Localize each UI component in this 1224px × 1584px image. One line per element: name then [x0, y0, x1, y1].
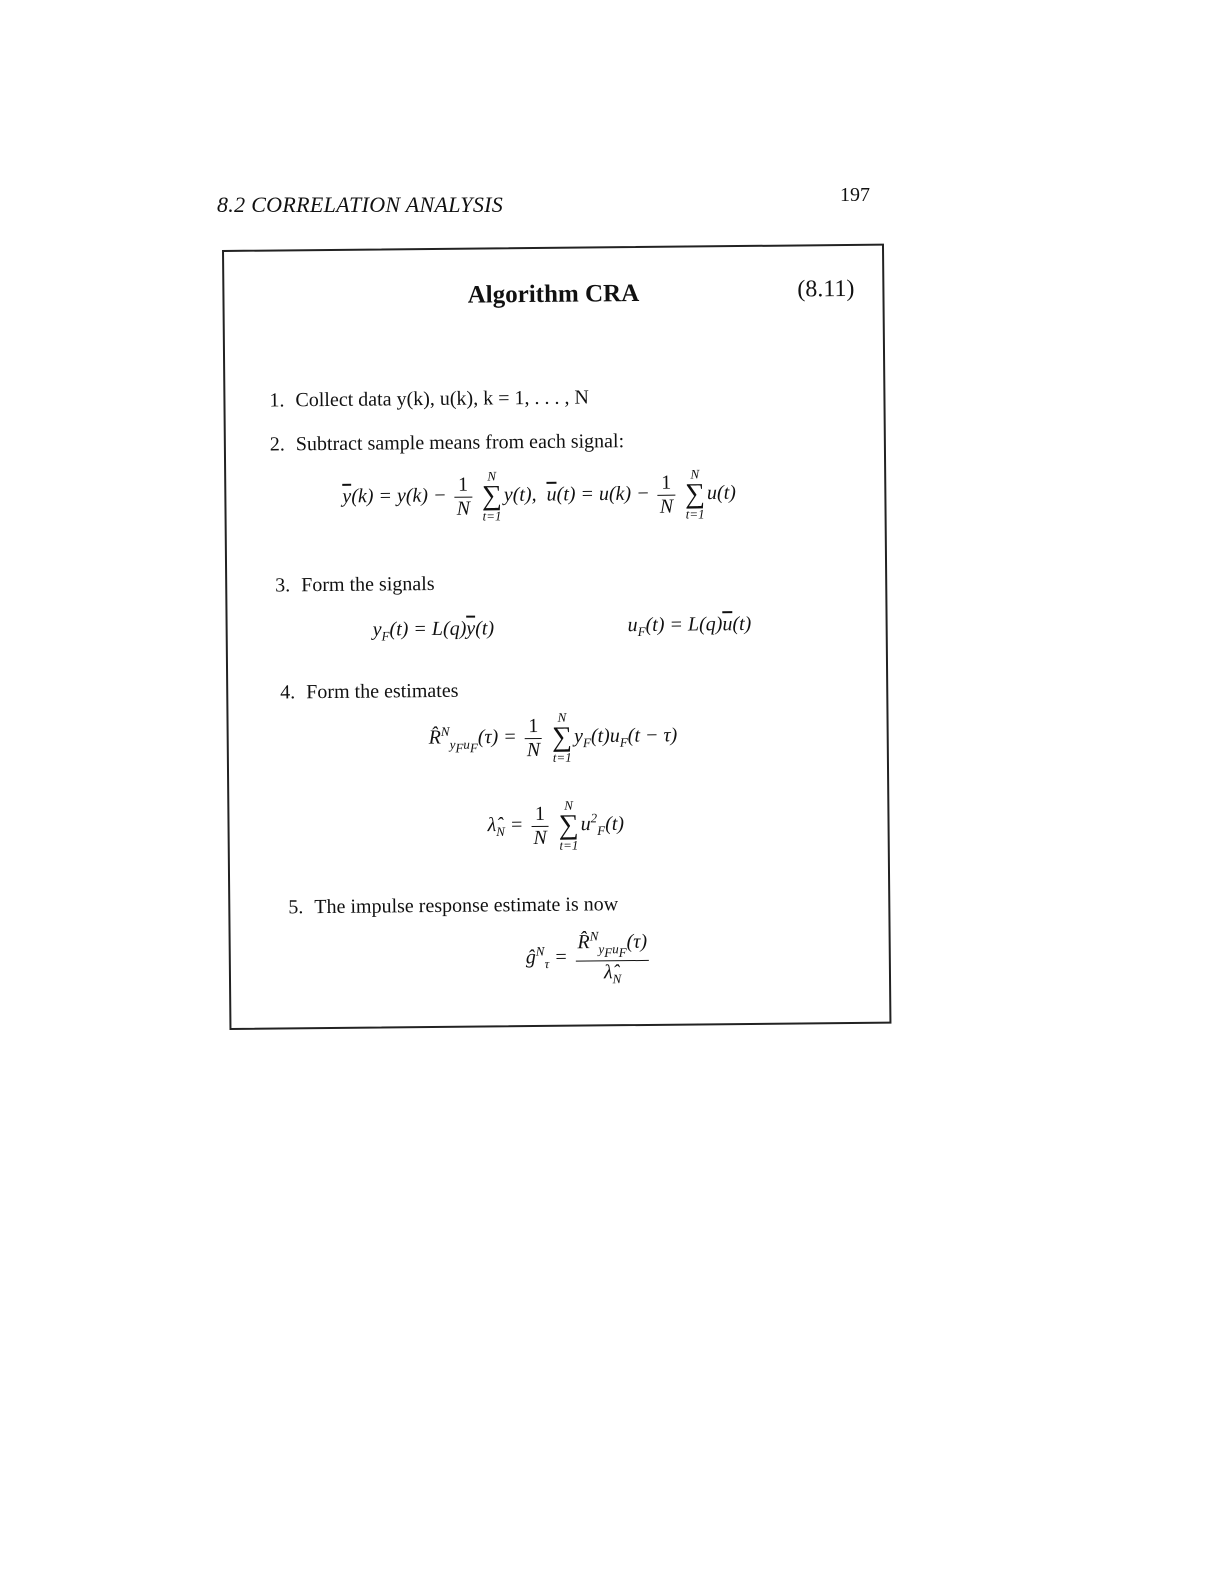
step-number: 1. — [269, 389, 285, 412]
algorithm-title: Algorithm CRA — [467, 279, 640, 309]
step-text: The impulse response estimate is now — [314, 893, 619, 919]
step-text: Form the estimates — [306, 679, 459, 704]
page-number: 197 — [840, 184, 870, 206]
step-4 — [280, 680, 458, 705]
step-number: 2. — [269, 433, 285, 456]
step-number: 5. — [288, 896, 304, 919]
step-number: 4. — [280, 681, 296, 704]
step-text: Form the signals — [301, 572, 435, 597]
cross-covariance-formula: R̂$^N_{y_Fu_F}$(τ) = $\frac{1}{N}$ N ∑ t=1 $y_F(t)u_F(t - \tau)$ — [428, 709, 678, 765]
step-1 — [269, 386, 589, 412]
filtered-u-formula: $u_F(t) = L(q)\overline{u}(t)$ — [627, 612, 752, 640]
step-3 — [275, 573, 435, 598]
step-number: 3. — [275, 574, 291, 597]
filtered-y-formula: $y_F(t) = L(q)\overline{y}(t)$ — [372, 617, 495, 644]
step-2 — [270, 430, 624, 456]
section-header: 8.2 CORRELATION ANALYSIS — [217, 192, 504, 217]
step-text: Subtract sample means from each signal: — [295, 430, 625, 456]
step-5 — [288, 893, 618, 919]
algorithm-box — [222, 244, 891, 1030]
equation-number: (8.11) — [797, 275, 855, 303]
mean-subtraction-formula: $\overline{y}(k) = y(k)$ − $\frac{1}{N}$ N ∑ t=1 y(t), $\overline{u}(t) = u(k)$ − $\frac{1}{N}$ N ∑ t=1 u(t) — [342, 466, 736, 524]
lambda-estimate-formula: $\lambdâ_N$ = $\frac{1}{N}$ N ∑ t=1 $u^2_F(t)$ — [487, 797, 625, 853]
impulse-response-formula: $ĝ^N_\tau$ = $\frac{R̂^N_{y_Fu_F}(\tau)}{\lambdâ_N}$ — [526, 928, 653, 988]
step-text: Collect data y(k), u(k), k = 1, . . . , N — [295, 386, 589, 412]
